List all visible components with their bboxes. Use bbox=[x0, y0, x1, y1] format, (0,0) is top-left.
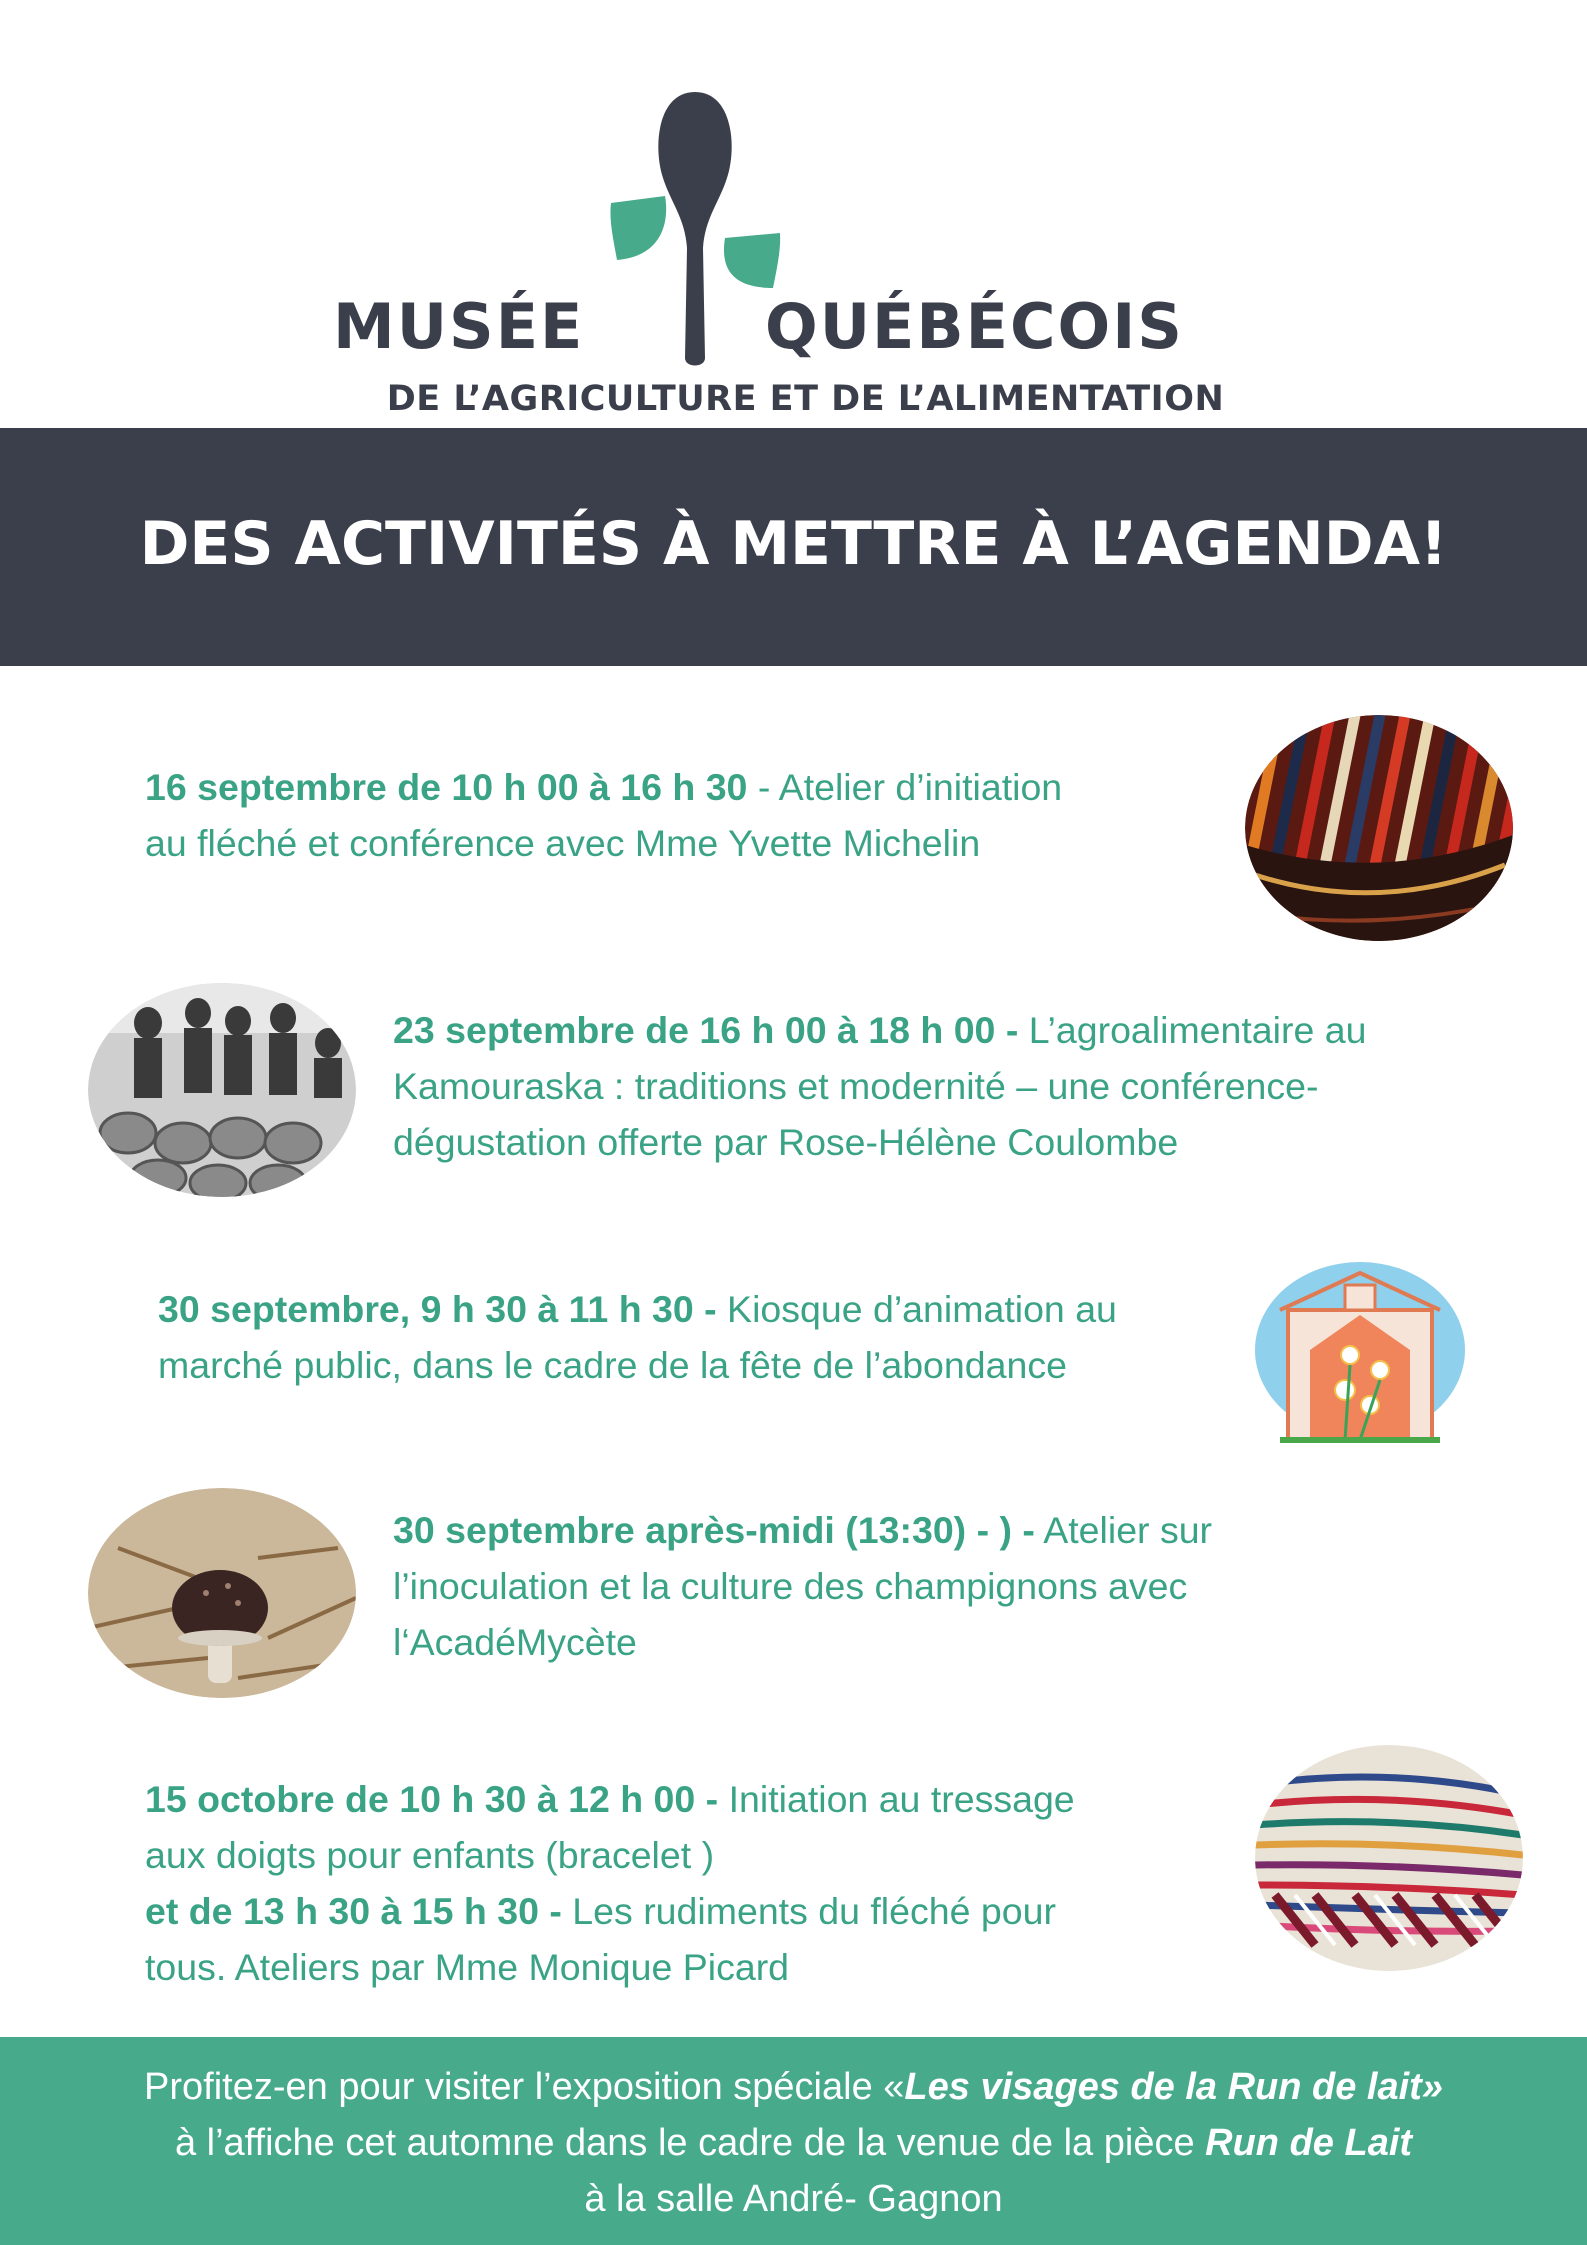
event-5-text-1: aux doigts pour enfants (bracelet ) bbox=[145, 1834, 715, 1876]
event-5-date: 15 octobre de 10 h 30 à 12 h 00 - bbox=[145, 1778, 719, 1820]
event-5-date-2: et de 13 h 30 à 15 h 30 - bbox=[145, 1890, 562, 1932]
event-3-text: marché public, dans le cadre de la fête de l’abondance bbox=[158, 1344, 1067, 1386]
museum-logo-icon bbox=[605, 88, 785, 368]
historic-harvest-photo bbox=[88, 983, 356, 1197]
event-5-text-3: tous. Ateliers par Mme Monique Picard bbox=[145, 1946, 790, 1988]
event-3-title: Kiosque d’animation au bbox=[716, 1288, 1117, 1330]
footer-line-2 bbox=[0, 2115, 1587, 2171]
mushroom-photo bbox=[88, 1488, 356, 1698]
footer-text-1: Profitez-en pour visiter l’exposition spéciale « bbox=[144, 2066, 905, 2108]
footer-line-3: à la salle André- Gagnon bbox=[584, 2178, 1003, 2220]
event-4 bbox=[393, 1502, 1543, 1670]
event-5 bbox=[145, 1771, 1225, 1995]
footer-banner bbox=[0, 2037, 1587, 2245]
logo-subtitle: DE L’AGRICULTURE ET DE L’ALIMENTATION bbox=[386, 379, 1225, 419]
event-4-text-2: l‘AcadéMycète bbox=[393, 1621, 637, 1663]
event-3-date: 30 septembre, 9 h 30 à 11 h 30 - bbox=[158, 1288, 717, 1330]
event-2-text-1: Kamouraska : traditions et modernité – une conférence- bbox=[393, 1065, 1319, 1107]
event-1-text: au fléché et conférence avec Mme Yvette Michelin bbox=[145, 822, 981, 864]
abundance-festival-logo bbox=[1250, 1255, 1470, 1450]
exhibition-title: Les visages de la Run de lait» bbox=[904, 2066, 1443, 2108]
event-4-text-1: l’inoculation et la culture des champignons avec bbox=[393, 1565, 1188, 1607]
event-1-title: - Atelier d’initiation bbox=[747, 766, 1063, 808]
event-3 bbox=[158, 1281, 1218, 1393]
page-title: DES ACTIVITÉS À METTRE À L’AGENDA! bbox=[139, 509, 1448, 579]
event-1 bbox=[145, 759, 1195, 871]
event-4-date: 30 septembre après-midi (13:30) - ) - bbox=[393, 1509, 1035, 1551]
event-5-text-2: Les rudiments du fléché pour bbox=[561, 1890, 1056, 1932]
logo-word-quebecois: QUÉBÉCOIS bbox=[765, 290, 1184, 363]
footer-text-2: à l’affiche cet automne dans le cadre de la venue de la pièce bbox=[174, 2122, 1206, 2164]
woven-sash-photo bbox=[1245, 715, 1513, 941]
title-banner bbox=[0, 428, 1587, 666]
event-5-title: Initiation au tressage bbox=[718, 1778, 1075, 1820]
event-1-date: 16 septembre de 10 h 00 à 16 h 30 bbox=[145, 766, 748, 808]
footer-line-1 bbox=[0, 2059, 1587, 2115]
play-title: Run de Lait bbox=[1205, 2122, 1413, 2164]
braided-threads-photo bbox=[1255, 1745, 1523, 1971]
event-4-title: Atelier sur bbox=[1034, 1509, 1213, 1551]
event-2-date: 23 septembre de 16 h 00 à 18 h 00 - bbox=[393, 1009, 1019, 1051]
event-2 bbox=[393, 1002, 1543, 1170]
logo-word-musee: MUSÉE bbox=[333, 290, 585, 363]
event-2-text-2: dégustation offerte par Rose-Hélène Coulombe bbox=[393, 1121, 1179, 1163]
event-2-title: L’agroalimentaire au bbox=[1018, 1009, 1367, 1051]
